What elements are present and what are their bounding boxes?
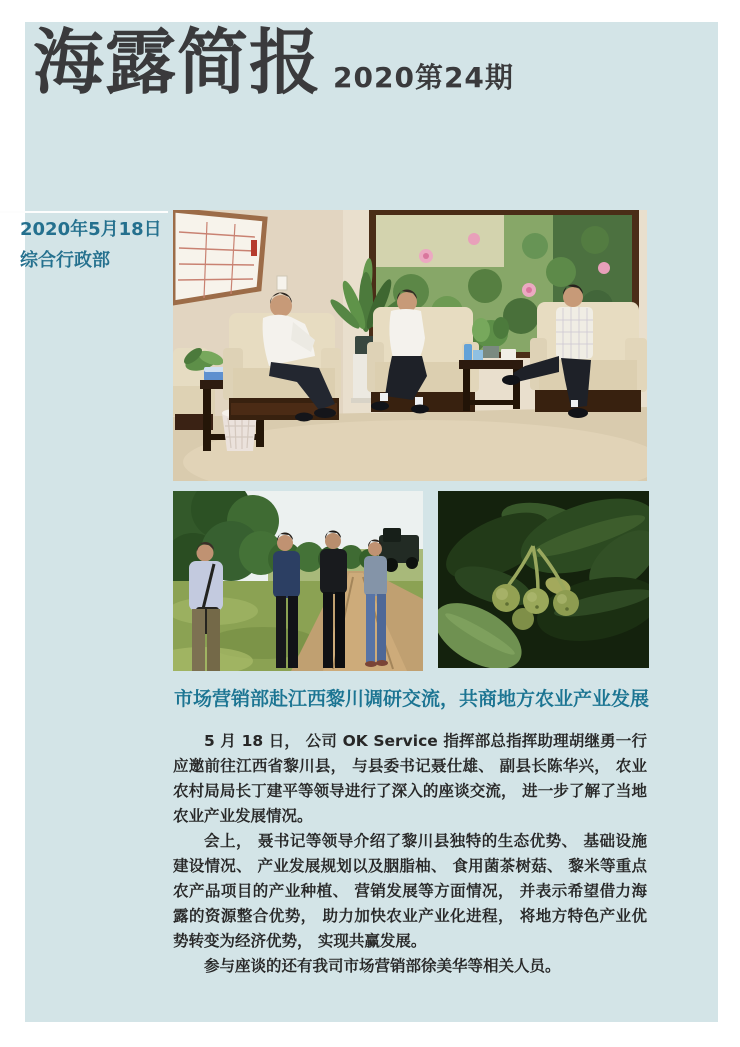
notice-board xyxy=(173,210,265,303)
article-paragraph-2: 会上， 聂书记等领导介绍了黎川县独特的生态优势、 基础设施建设情况、 产业发展规划以及胭脂柚、 食用菌茶树菇、 黎米等重点农产品项目的产业种植、 营销发展等方面情况， 并表示希望借力海露的资源整合优势， 助力加快农业产业化进程， 将地方特色产业优势转变为经济优势， 实现共赢发展。 xyxy=(173,832,647,950)
fruit-tree-photo xyxy=(438,491,649,668)
article-headline: 市场营销部赴江西黎川调研交流，共商地方农业产业发展 xyxy=(174,688,650,710)
department-name: 综合行政部 xyxy=(20,250,110,271)
newsletter-title: 海露简报 xyxy=(33,21,322,104)
article-body xyxy=(173,729,647,979)
orchard-photo xyxy=(173,491,423,671)
meeting-room-art xyxy=(173,210,647,481)
orchard-art xyxy=(173,491,423,671)
light-switch xyxy=(277,276,287,290)
article-paragraph-1: 5 月 18 日， 公司 OK Service 指挥部总指挥助理胡继勇一行应邀前往江西省黎川县， 与县委书记聂仕雄、 副县长陈华兴， 农业农村局局长丁建平等领导进行了深入的座谈交流， 进一步了解了当地农业产业发展情况。 xyxy=(173,732,647,825)
issue-date: 2020年5月18日 xyxy=(20,219,162,240)
sidebar-divider xyxy=(0,211,168,213)
article-paragraph-3: 参与座谈的还有我司市场营销部徐美华等相关人员。 xyxy=(204,957,561,975)
issue-number: 2020第24期 xyxy=(333,61,514,94)
fruit-tree-art xyxy=(438,491,649,668)
sidebar xyxy=(20,221,162,283)
masthead xyxy=(33,21,514,104)
meeting-room-photo xyxy=(173,210,647,481)
